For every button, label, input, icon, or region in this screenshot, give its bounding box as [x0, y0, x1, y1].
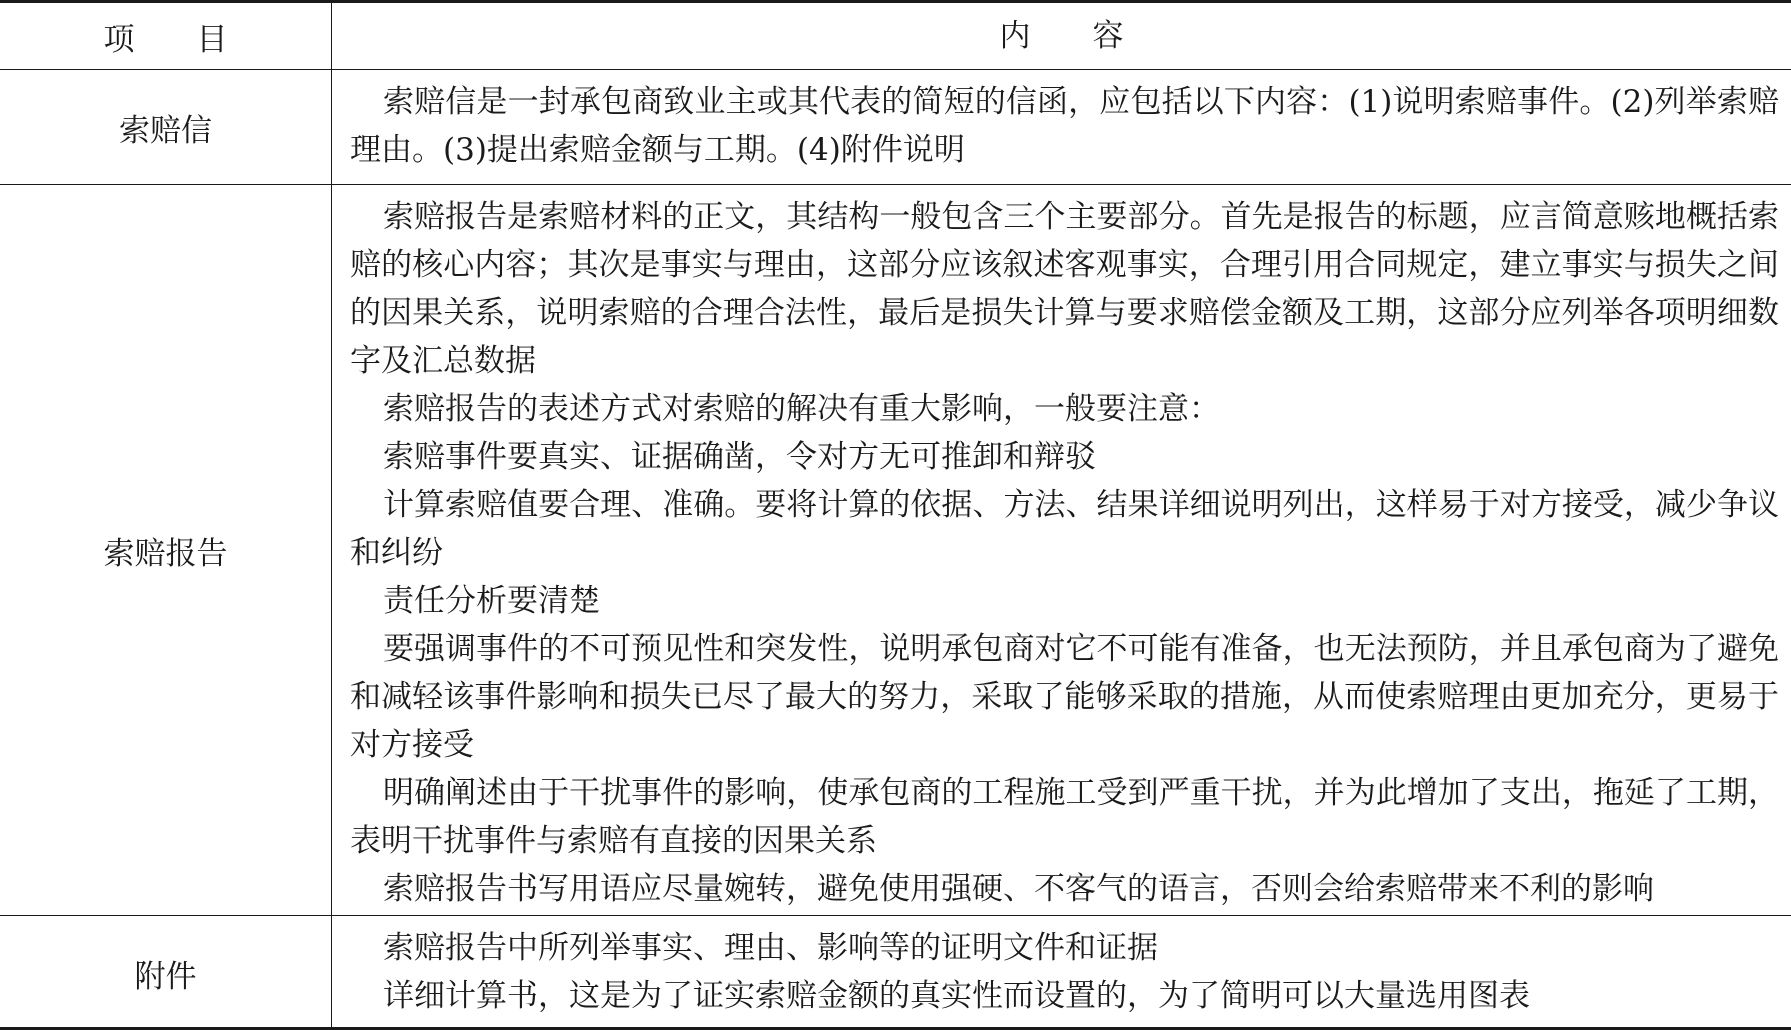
content-paragraph: 详细计算书，这是为了证实索赔金额的真实性而设置的，为了简明可以大量选用图表	[383, 978, 1530, 1014]
row-content	[332, 916, 1791, 1030]
content-paragraph: 索赔事件要真实、证据确凿，令对方无可推卸和辩驳	[383, 439, 1096, 475]
table-row	[0, 70, 1791, 185]
content-paragraph: 计算索赔值要合理、准确。要将计算的依据、方法、结果详细说明列出，这样易于对方接受，减少争议和纠纷	[350, 487, 1779, 571]
row-content	[332, 70, 1791, 184]
row-item-label: 索赔信	[0, 70, 332, 184]
row-item-label: 附件	[0, 916, 332, 1030]
header-content-cell	[332, 3, 1791, 69]
content-paragraph: 要强调事件的不可预见性和突发性，说明承包商对它不可能有准备，也无法预防，并且承包商为了避免和减轻该事件影响和损失已尽了最大的努力，采取了能够采取的措施，从而使索赔理由更加充分，更易于对方接受	[350, 631, 1779, 763]
content-paragraph: 索赔报告是索赔材料的正文，其结构一般包含三个主要部分。首先是报告的标题，应言简意赅地概括索赔的核心内容；其次是事实与理由，这部分应该叙述客观事实，合理引用合同规定，建立事实与损失之间的因果关系，说明索赔的合理合法性，最后是损失计算与要求赔偿金额及工期，这部分应列举各项明细数字及汇总数据	[350, 199, 1779, 379]
header-content-char-1: 内	[999, 18, 1031, 54]
table-row	[0, 185, 1791, 916]
content-paragraph: 索赔报告中所列举事实、理由、影响等的证明文件和证据	[383, 930, 1158, 966]
content-paragraph: 索赔报告书写用语应尽量婉转，避免使用强硬、不客气的语言，否则会给索赔带来不利的影响	[383, 871, 1654, 907]
row-content	[332, 185, 1791, 915]
table-header-row	[0, 3, 1791, 70]
header-item-char-1: 项	[103, 21, 135, 58]
content-paragraph: 索赔报告的表述方式对索赔的解决有重大影响，一般要注意：	[383, 391, 1220, 427]
header-item-cell	[0, 3, 332, 69]
content-paragraph: 索赔信是一封承包商致业主或其代表的简短的信函，应包括以下内容：(1)说明索赔事件。(2)列举索赔理由。(3)提出索赔金额与工期。(4)附件说明	[350, 84, 1779, 168]
header-item-char-2: 目	[196, 21, 228, 58]
content-paragraph: 明确阐述由于干扰事件的影响，使承包商的工程施工受到严重干扰，并为此增加了支出，拖延了工期，表明干扰事件与索赔有直接的因果关系	[350, 775, 1779, 859]
table-row	[0, 916, 1791, 1030]
row-item-label: 索赔报告	[0, 185, 332, 915]
content-paragraph: 责任分析要清楚	[383, 583, 600, 619]
header-content-char-2: 容	[1092, 18, 1124, 54]
